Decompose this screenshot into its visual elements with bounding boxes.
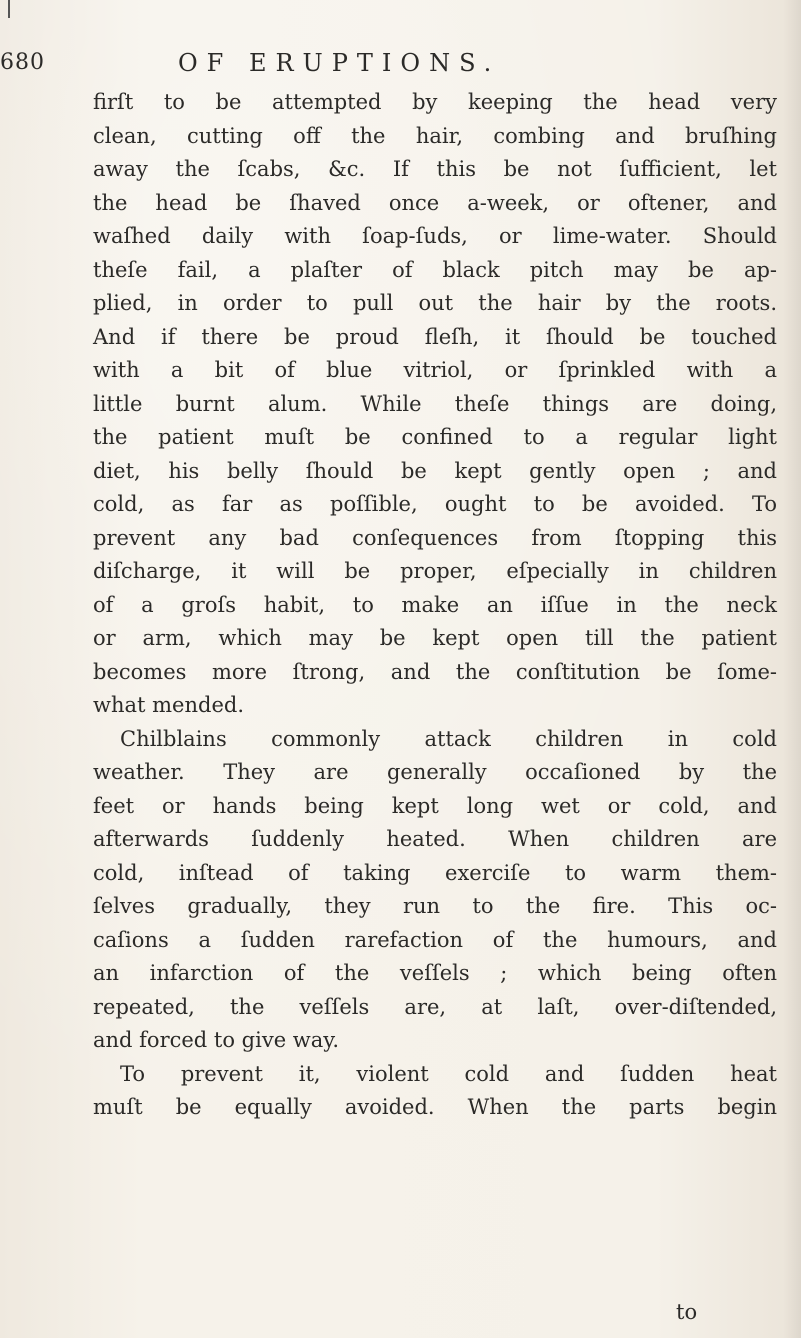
page-edge-mark xyxy=(8,0,10,18)
text-line: the patient muſt be confined to a regular light xyxy=(93,425,777,449)
text-line: repeated, the veſſels are, at laſt, over-diſtended, xyxy=(93,994,777,1019)
text-line: theſe fail, a plaſter of black pitch may be ap- xyxy=(93,257,777,282)
text-line: cold, as far as poſſible, ought to be avoided. To xyxy=(93,492,777,516)
running-head: OF ERUPTIONS. xyxy=(178,49,501,77)
text-line: and forced to give way. xyxy=(93,1028,340,1052)
text-line: cold, inſtead of taking exerciſe to warm them- xyxy=(93,860,777,885)
text-line: waſhed daily with ſoap-ſuds, or lime-water. Should xyxy=(93,224,777,248)
text-line: clean, cutting off the hair, combing and bruſhing xyxy=(93,123,777,148)
text-line: And if there be proud fleſh, it ſhould be touched xyxy=(93,324,777,349)
text-line: diſcharge, it will be proper, eſpecially in children xyxy=(93,559,777,583)
text-line: prevent any bad conſequences from ſtopping this xyxy=(93,525,777,550)
page-number: 680 xyxy=(0,50,45,75)
text-line: weather. They are generally occaſioned by the xyxy=(93,760,777,784)
text-line: ſelves gradually, they run to the fire. This oc- xyxy=(93,894,777,918)
text-line: little burnt alum. While theſe things are doing, xyxy=(93,391,777,416)
text-line: of a groſs habit, to make an iſſue in the neck xyxy=(93,592,777,617)
text-line: what mended. xyxy=(93,693,244,717)
text-line: caſions a ſudden rarefaction of the humours, and xyxy=(93,927,777,952)
text-line: muſt be equally avoided. When the parts begin xyxy=(93,1095,777,1119)
text-line: Chilblains commonly attack children in cold xyxy=(120,726,777,751)
text-line: afterwards ſuddenly heated. When children are xyxy=(93,827,777,851)
text-line: with a bit of blue vitriol, or ſprinkled with a xyxy=(93,358,777,382)
text-line: becomes more ſtrong, and the conſtitution be ſome- xyxy=(93,659,777,684)
text-line: To prevent it, violent cold and ſudden heat xyxy=(120,1061,777,1086)
text-line: firſt to be attempted by keeping the head very xyxy=(93,90,777,114)
catchword: to xyxy=(676,1300,698,1324)
text-line: feet or hands being kept long wet or cold, and xyxy=(93,793,777,818)
text-line: the head be ſhaved once a-week, or oftener, and xyxy=(93,190,777,215)
text-line: an infarction of the veſſels ; which being often xyxy=(93,961,777,985)
text-line: diet, his belly ſhould be kept gently open ; and xyxy=(93,458,777,483)
page-edge-shadow xyxy=(783,0,801,1338)
body-text xyxy=(93,86,777,1125)
text-line: plied, in order to pull out the hair by the roots. xyxy=(93,291,777,315)
text-line: away the ſcabs, &c. If this be not ſufficient, let xyxy=(93,157,777,181)
text-line: or arm, which may be kept open till the patient xyxy=(93,626,777,650)
